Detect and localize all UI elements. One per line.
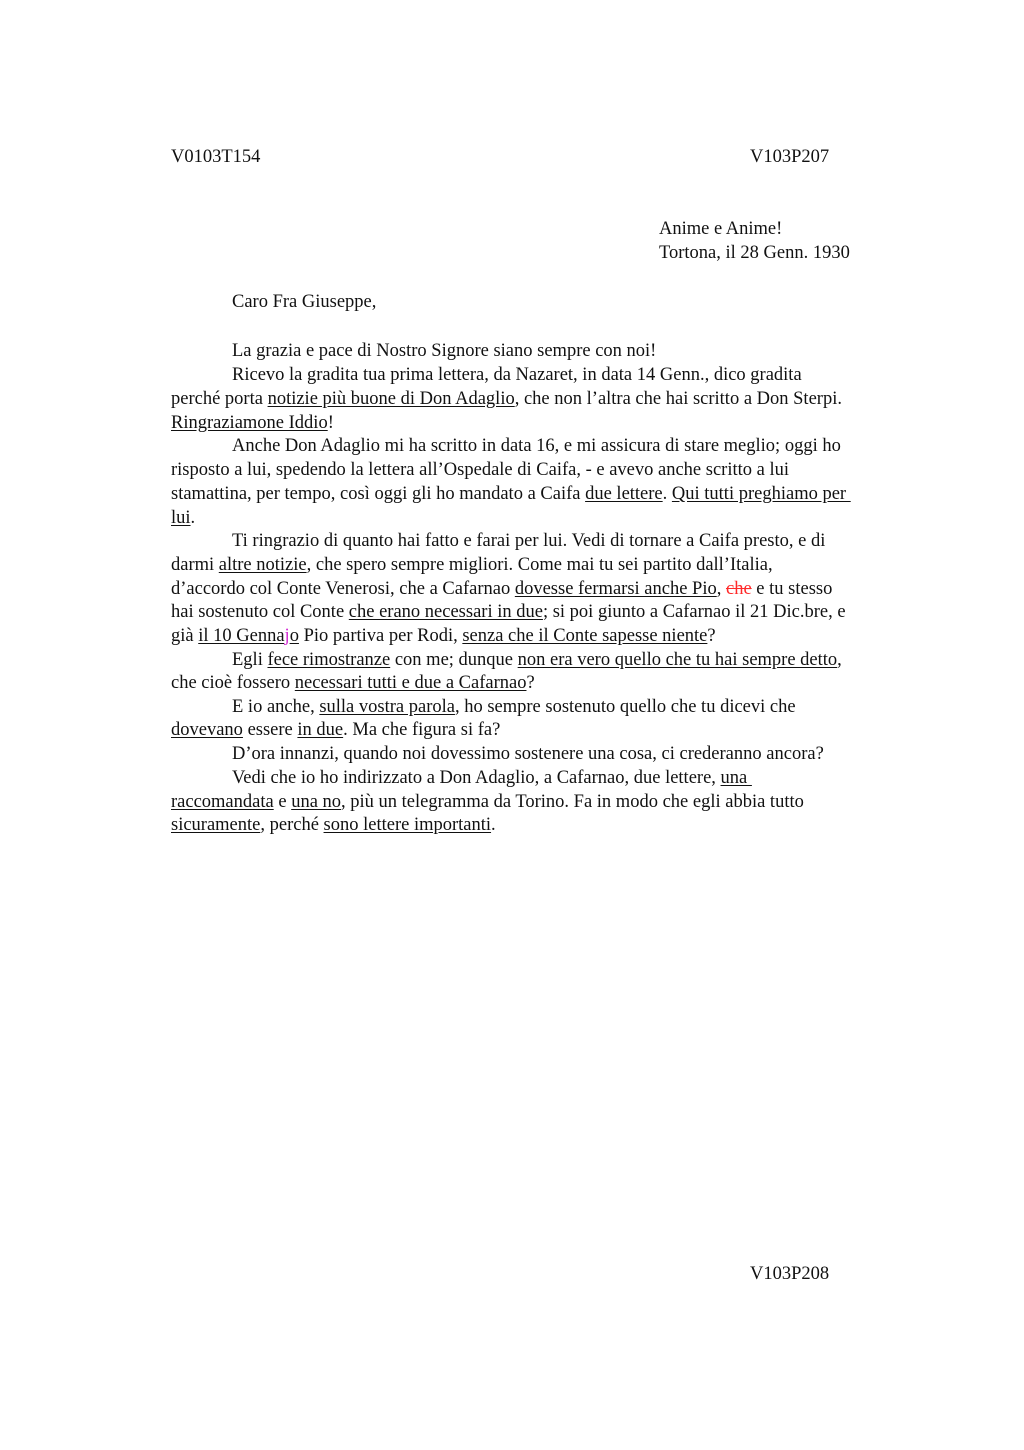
underlined-text: Qui tutti preghiamo per: [671, 484, 851, 504]
body-line: hai sostenuto col Conte che erano necessari in due; si poi giunto a Cafarnao il 21 Dic.bre, e: [171, 602, 846, 622]
salutation: Caro Fra Giuseppe,: [232, 292, 377, 312]
page-code-bottom: V103P208: [750, 1264, 830, 1284]
body-line: Vedi che io ho indirizzato a Don Adaglio, a Cafarnao, due lettere, una: [232, 768, 752, 788]
body-line: dovevano essere in due. Ma che figura si fa?: [171, 720, 501, 740]
underlined-text: fece rimostranze: [267, 650, 391, 670]
correction-mark: j: [284, 626, 290, 646]
body-line: d’accordo col Conte Venerosi, che a Cafarnao dovesse fermarsi anche Pio, che e tu stesso: [171, 579, 833, 599]
body-line: perché porta notizie più buone di Don Adaglio, che non l’altra che hai scritto a Don Sterpi.: [171, 389, 842, 409]
page-code-top: V103P207: [750, 147, 830, 167]
body-line: raccomandata e una no, più un telegramma da Torino. Fa in modo che egli abbia tutto: [171, 792, 804, 812]
underlined-text: non era vero quello che tu hai sempre detto: [517, 650, 838, 670]
body-line: La grazia e pace di Nostro Signore siano sempre con noi!: [232, 341, 657, 361]
body-line: darmi altre notizie, che spero sempre migliori. Come mai tu sei partito dall’Italia,: [171, 555, 773, 575]
underlined-text: necessari tutti e due a Cafarnao: [294, 673, 527, 693]
body-line: E io anche, sulla vostra parola, ho sempre sostenuto quello che tu dicevi che: [232, 697, 796, 717]
underlined-text: che erano necessari in due: [348, 602, 543, 622]
underlined-text: raccomandata: [171, 792, 274, 812]
underlined-text: sono lettere importanti: [323, 815, 492, 835]
underlined-text: sulla vostra parola: [319, 697, 455, 717]
body-line: Egli fece rimostranze con me; dunque non era vero quello che tu hai sempre detto,: [232, 650, 842, 670]
body-line: Ricevo la gradita tua prima lettera, da Nazaret, in data 14 Genn., dico gradita: [232, 365, 802, 385]
underlined-text: due lettere: [585, 484, 663, 504]
body-line: Ti ringrazio di quanto hai fatto e farai per lui. Vedi di tornare a Caifa presto, e di: [232, 531, 826, 551]
body-line: sicuramente, perché sono lettere importanti.: [171, 815, 496, 835]
underlined-text: notizie più buone di Don Adaglio: [267, 389, 515, 409]
underlined-text: sicuramente: [171, 815, 261, 835]
underlined-text: una no: [291, 792, 342, 812]
body-line: Anche Don Adaglio mi ha scritto in data 16, e mi assicura di stare meglio; oggi ho: [232, 436, 841, 456]
underlined-text: il 10 Gennajo: [198, 626, 299, 646]
underlined-text: senza che il Conte sapesse niente: [462, 626, 708, 646]
body-line: risposto a lui, spedendo la lettera all’Ospedale di Caifa, - e avevo anche scritto a lui: [171, 460, 789, 480]
body-line: D’ora innanzi, quando noi dovessimo sostenere una cosa, ci crederanno ancora?: [232, 744, 824, 764]
body-line: stamattina, per tempo, così oggi gli ho mandato a Caifa due lettere. Qui tutti preghiamo per: [171, 484, 851, 504]
underlined-text: dovevano: [171, 720, 243, 740]
place-date: Tortona, il 28 Genn. 1930: [659, 243, 850, 263]
body-line: lui.: [171, 508, 196, 528]
underlined-text: una: [720, 768, 752, 788]
underlined-text: lui: [171, 508, 191, 528]
underlined-text: Ringraziamone Iddio: [171, 413, 328, 433]
underlined-text: dovesse fermarsi anche Pio: [514, 579, 717, 599]
underlined-text: in due: [297, 720, 344, 740]
body-line: che cioè fossero necessari tutti e due a Cafarnao?: [171, 673, 535, 693]
body-line: già il 10 Gennajo Pio partiva per Rodi, senza che il Conte sapesse niente?: [171, 626, 716, 646]
motto: Anime e Anime!: [659, 219, 783, 239]
struck-text: che: [725, 579, 752, 599]
underlined-text: altre notizie: [218, 555, 307, 575]
body-line: Ringraziamone Iddio!: [171, 413, 334, 433]
document-code: V0103T154: [171, 147, 261, 167]
